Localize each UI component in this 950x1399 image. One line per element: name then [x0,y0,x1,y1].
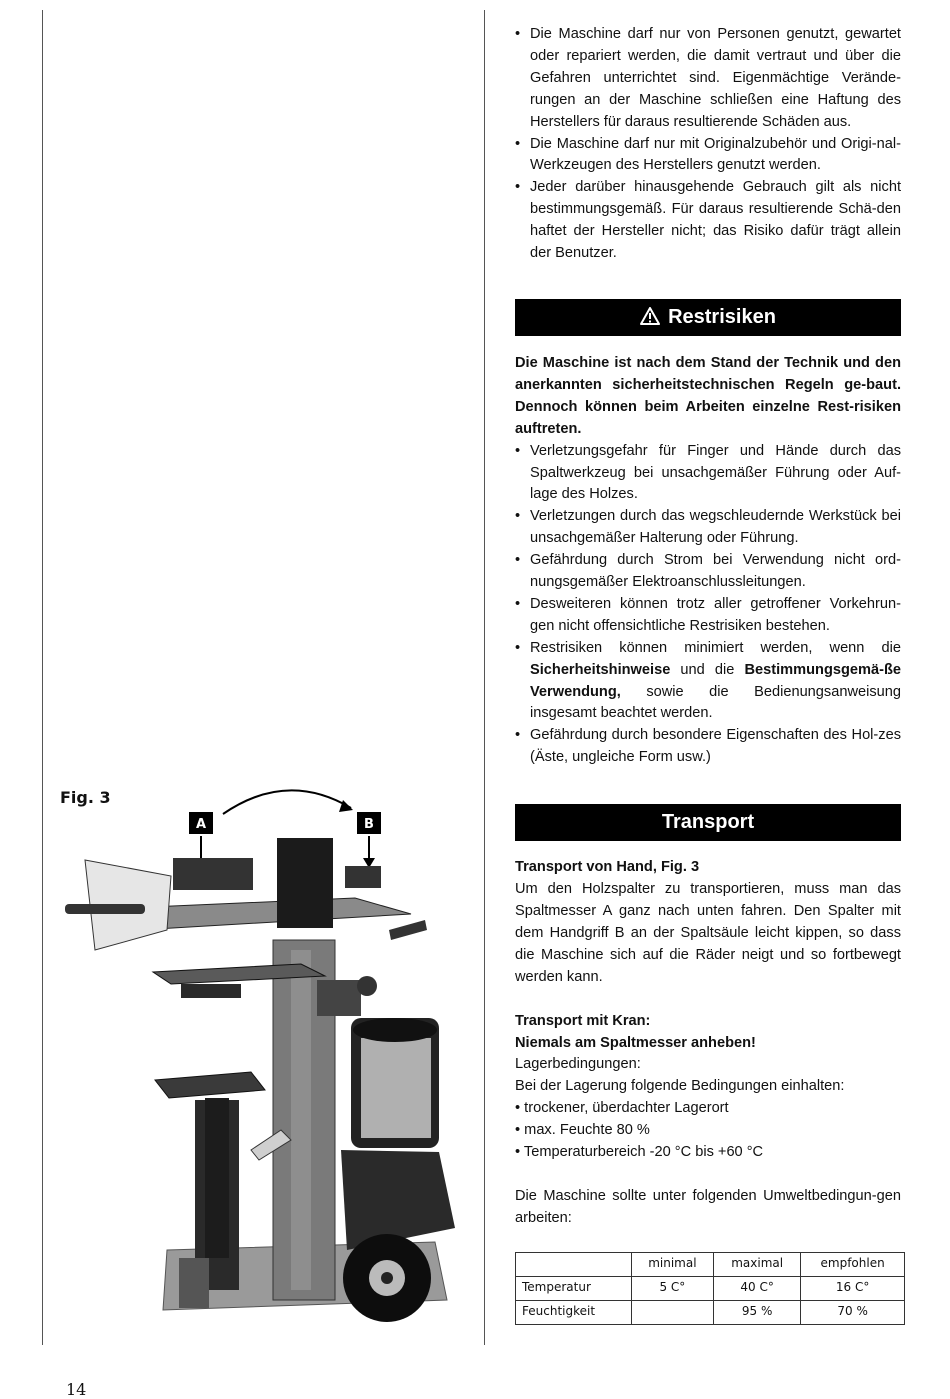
table-row [516,1300,905,1324]
table-cell: minimal [631,1252,713,1276]
environment-table [515,1252,905,1325]
column-divider-line [484,10,485,1345]
left-margin-line [42,10,43,1345]
table-header-row [516,1252,905,1276]
table-row [516,1276,905,1300]
transport-kran-warning: Niemals am Spaltmesser anheben! [515,1034,756,1051]
table-cell: 70 % [801,1300,905,1324]
figure-label: Fig. 3 [60,788,111,807]
list-item: • Desweiteren können trotz aller getroffener Vorkehrun-gen nicht offensichtliche Restrisiken bestehen. [515,594,901,638]
transport-hand-text: Um den Holzspalter zu transportieren, muss man das Spaltmesser A ganz nach unten fahren. Den Spalter mit dem Handgriff B an der Spaltsäule leicht kippen, so dass die Maschine sich auf die Räder neigt und so fortbewegt werden kann. [515,881,901,985]
table-cell: 16 C° [801,1276,905,1300]
list-item: • Jeder darüber hinausgehende Gebrauch gilt als nicht bestimmungsgemäß. Für daraus resultierende Schä-den haftet der Hersteller nicht; das Risiko dafür trägt allein der Benutzer. [515,177,901,265]
restrisiken-heading-bar [515,299,901,336]
transport-hand-heading: Transport von Hand, Fig. 3 [515,859,700,876]
lager-label: Lagerbedingungen: [515,1056,641,1073]
lager-item: • trockener, überdachter Lagerort [515,1100,729,1117]
lager-item: • max. Feuchte 80 % [515,1122,650,1139]
table-cell: Temperatur [516,1276,632,1300]
transport-kran-heading: Transport mit Kran: [515,1012,651,1029]
restrisiken-intro: Die Maschine ist nach dem Stand der Technik und den anerkannten sicherheitstechnischen Regeln ge-baut. Dennoch können beim Arbeiten einzelne Rest-risiken auftreten. [515,354,901,437]
table-cell: 5 C° [631,1276,713,1300]
list-item: • Restrisiken können minimiert werden, wenn die Sicherheitshinweise und die Bestimmungsgemä-ße Verwendung, sowie die Bedienungsanweisung insgesamt beachtet werden. [515,638,901,726]
table-cell: maximal [714,1252,801,1276]
lager-item: • Temperaturbereich -20 °C bis +60 °C [515,1144,764,1161]
table-cell: Feuchtigkeit [516,1300,632,1324]
list-item: • Die Maschine darf nur mit Originalzubehör und Origi-nal-Werkzeugen des Herstellers genutzt werden. [515,134,901,178]
marker-a: A [195,817,207,832]
table-cell: empfohlen [801,1252,905,1276]
list-item: • Verletzungsgefahr für Finger und Hände durch das Spaltwerkzeug bei unsachgemäßer Führung oder Auf-lage des Holzes. [515,441,901,507]
log-splitter-figure [55,780,475,1345]
page-number: 14 [66,1380,87,1399]
restrisiken-heading: Restrisiken [668,305,776,328]
intro-bullet-list [515,24,901,265]
list-item: • Die Maschine darf nur von Personen genutzt, gewartet oder repariert werden, die damit vertraut und über die Gefahren unterrichtet sind. Eigenmächtige Verände-rungen an der Maschine schließen eine Haftung des Herstellers für daraus resultierende Schäden aus. [515,24,901,134]
table-cell [631,1300,713,1324]
list-item: • Gefährdung durch besondere Eigenschaften des Hol-zes (Äste, ungleiche Form usw.) [515,725,901,769]
warning-triangle-icon [640,301,660,338]
environment-text: Die Maschine sollte unter folgenden Umweltbedingun-gen arbeiten: [515,1187,901,1226]
table-cell: 40 C° [714,1276,801,1300]
marker-b: B [364,817,374,832]
transport-heading-bar [515,804,901,841]
transport-heading: Transport [661,811,755,834]
right-column [515,24,901,1325]
restrisiken-bullet-list [515,441,901,770]
lager-intro: Bei der Lagerung folgende Bedingungen einhalten: [515,1078,845,1095]
table-cell [516,1252,632,1276]
table-cell: 95 % [714,1300,801,1324]
list-item: • Verletzungen durch das wegschleudernde Werkstück bei unsachgemäßer Halterung oder Führung. [515,506,901,550]
list-item: • Gefährdung durch Strom bei Verwendung nicht ord-nungsgemäßer Elektroanschlussleitungen. [515,550,901,594]
